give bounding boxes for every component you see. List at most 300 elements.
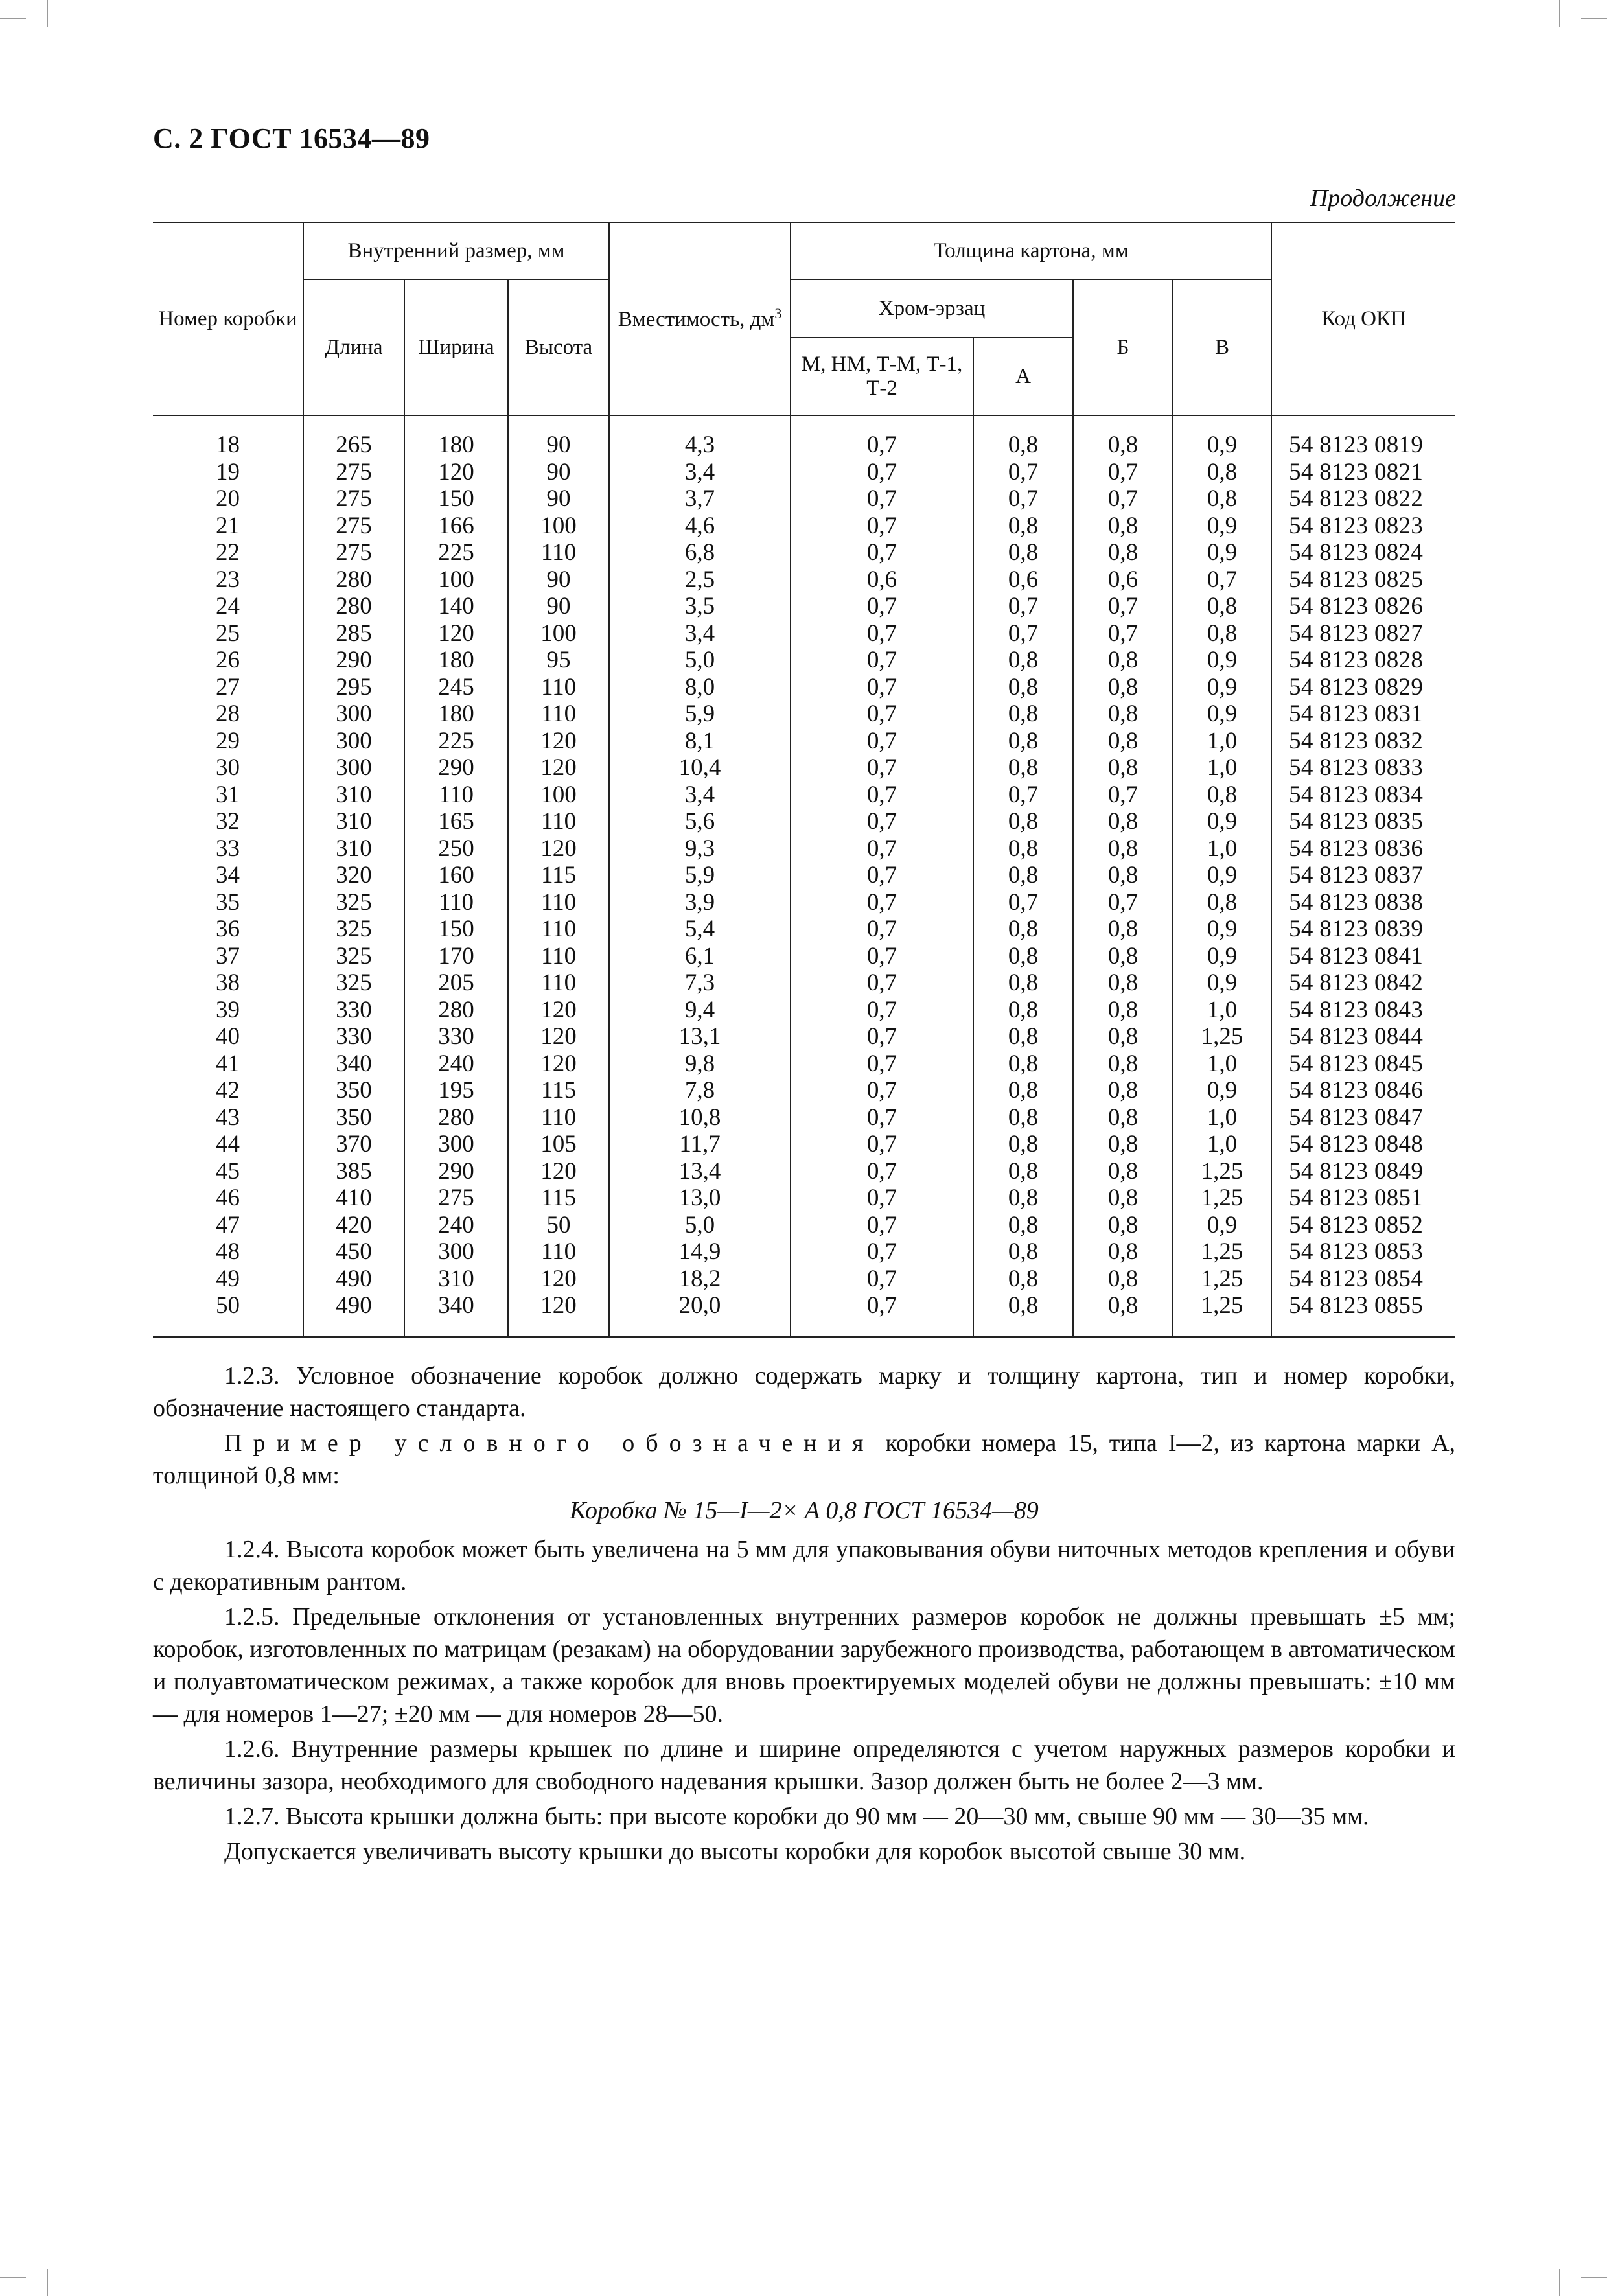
cell-okp-code: 54 8123 0827 <box>1271 620 1455 647</box>
table-row <box>153 1077 1455 1104</box>
header-length: Длина <box>303 279 404 415</box>
cell-width: 280 <box>404 997 508 1024</box>
cell-length: 310 <box>303 782 404 809</box>
cell-height: 90 <box>508 485 609 513</box>
cell-thickness-b: 0,8 <box>1073 754 1173 782</box>
cell-capacity: 5,0 <box>609 647 791 674</box>
table-row <box>153 1212 1455 1239</box>
cell-thickness-m-nm: 0,7 <box>791 1238 973 1266</box>
cell-box-number: 19 <box>216 458 240 485</box>
cell-height: 105 <box>508 1131 609 1158</box>
cell-height: 100 <box>508 513 609 540</box>
header-grade-b: Б <box>1073 279 1173 415</box>
cell-thickness-a: 0,8 <box>973 701 1073 728</box>
cell-thickness-a: 0,7 <box>973 889 1073 916</box>
cell-capacity: 5,0 <box>609 1212 791 1239</box>
cell-thickness-v: 0,9 <box>1173 432 1271 459</box>
cell-width: 120 <box>404 459 508 486</box>
cell-thickness-b: 0,8 <box>1073 1023 1173 1050</box>
cell-thickness-m-nm: 0,7 <box>791 539 973 566</box>
table-row <box>153 1185 1455 1212</box>
header-grade-v: В <box>1173 279 1271 415</box>
cell-thickness-v: 1,25 <box>1173 1023 1271 1050</box>
cell-box-number: 45 <box>216 1157 240 1185</box>
cell-length: 300 <box>303 754 404 782</box>
cell-thickness-v: 0,9 <box>1173 969 1271 997</box>
cell-box-number: 34 <box>216 862 240 888</box>
cell-length: 300 <box>303 701 404 728</box>
cell-thickness-m-nm: 0,7 <box>791 1077 973 1104</box>
page-header: С. 2 ГОСТ 16534—89 <box>153 122 430 154</box>
cell-okp-code: 54 8123 0833 <box>1271 754 1455 782</box>
cell-capacity: 13,4 <box>609 1158 791 1185</box>
cell-height: 90 <box>508 459 609 486</box>
cell-capacity: 2,5 <box>609 566 791 594</box>
cell-thickness-a: 0,8 <box>973 1238 1073 1266</box>
cell-thickness-v: 0,9 <box>1173 1212 1271 1239</box>
cell-thickness-a: 0,7 <box>973 782 1073 809</box>
cell-thickness-v: 1,0 <box>1173 835 1271 863</box>
cell-box-number: 18 <box>216 432 240 458</box>
cell-box-number: 39 <box>216 996 240 1023</box>
spacer-cell <box>1271 415 1455 432</box>
cell-thickness-v: 0,9 <box>1173 513 1271 540</box>
cell-thickness-b: 0,8 <box>1073 1266 1173 1293</box>
cell-width: 245 <box>404 674 508 701</box>
cell-thickness-a: 0,8 <box>973 647 1073 674</box>
cell-thickness-v: 0,9 <box>1173 862 1271 889</box>
cell-box-number: 49 <box>216 1265 240 1292</box>
cell-box-number: 21 <box>216 512 240 539</box>
capacity-unit-superscript: 3 <box>774 305 782 322</box>
cell-capacity: 4,6 <box>609 513 791 540</box>
cell-length: 290 <box>303 647 404 674</box>
cell-okp-code: 54 8123 0835 <box>1271 808 1455 835</box>
cell-thickness-a: 0,8 <box>973 916 1073 943</box>
table-row <box>153 943 1455 970</box>
cell-height: 95 <box>508 647 609 674</box>
cell-okp-code: 54 8123 0819 <box>1271 432 1455 459</box>
spacer-cell <box>303 415 404 432</box>
table-row <box>153 754 1455 782</box>
cell-okp-code: 54 8123 0854 <box>1271 1266 1455 1293</box>
cell-length: 280 <box>303 593 404 620</box>
cell-length: 490 <box>303 1266 404 1293</box>
cell-height: 115 <box>508 1077 609 1104</box>
header-grades-m-nm: М, НМ, Т-М, Т-1, Т-2 <box>791 338 973 415</box>
cell-width: 310 <box>404 1266 508 1293</box>
cell-width: 150 <box>404 485 508 513</box>
cell-thickness-v: 0,9 <box>1173 539 1271 566</box>
cell-width: 165 <box>404 808 508 835</box>
table-row <box>153 808 1455 835</box>
cell-thickness-m-nm: 0,7 <box>791 432 973 459</box>
cell-length: 310 <box>303 808 404 835</box>
cell-box-number: 31 <box>216 781 240 808</box>
cell-length: 310 <box>303 835 404 863</box>
cell-thickness-b: 0,8 <box>1073 1238 1173 1266</box>
cell-box-number: 36 <box>216 916 240 942</box>
cell-length: 325 <box>303 916 404 943</box>
cell-thickness-v: 0,9 <box>1173 1077 1271 1104</box>
cell-thickness-b: 0,8 <box>1073 997 1173 1024</box>
cell-thickness-b: 0,8 <box>1073 862 1173 889</box>
table-row <box>153 1131 1455 1158</box>
table-row <box>153 459 1455 486</box>
cell-thickness-a: 0,8 <box>973 1131 1073 1158</box>
cell-width: 180 <box>404 647 508 674</box>
table-row <box>153 701 1455 728</box>
cell-okp-code: 54 8123 0844 <box>1271 1023 1455 1050</box>
table-row <box>153 835 1455 863</box>
table-row <box>153 862 1455 889</box>
cell-length: 350 <box>303 1104 404 1131</box>
cell-thickness-v: 0,8 <box>1173 620 1271 647</box>
table-row <box>153 593 1455 620</box>
cell-box-number: 43 <box>216 1104 240 1131</box>
cell-box-number: 30 <box>216 754 240 781</box>
cell-thickness-v: 0,9 <box>1173 674 1271 701</box>
cell-okp-code: 54 8123 0834 <box>1271 782 1455 809</box>
cell-thickness-m-nm: 0,7 <box>791 1158 973 1185</box>
cell-thickness-a: 0,8 <box>973 513 1073 540</box>
cell-thickness-v: 0,7 <box>1173 566 1271 594</box>
cell-length: 330 <box>303 997 404 1024</box>
cell-thickness-m-nm: 0,7 <box>791 782 973 809</box>
cell-capacity: 5,9 <box>609 862 791 889</box>
cell-width: 340 <box>404 1292 508 1319</box>
cell-capacity: 3,4 <box>609 459 791 486</box>
cell-box-number: 29 <box>216 727 240 754</box>
cell-thickness-m-nm: 0,7 <box>791 1266 973 1293</box>
cell-height: 100 <box>508 620 609 647</box>
table-row <box>153 566 1455 594</box>
cell-thickness-b: 0,7 <box>1073 593 1173 620</box>
cell-thickness-m-nm: 0,7 <box>791 862 973 889</box>
cell-thickness-b: 0,8 <box>1073 1050 1173 1078</box>
cell-thickness-m-nm: 0,7 <box>791 593 973 620</box>
cell-box-number: 22 <box>216 539 240 566</box>
cell-thickness-v: 1,0 <box>1173 1050 1271 1078</box>
cell-okp-code: 54 8123 0826 <box>1271 593 1455 620</box>
cell-width: 170 <box>404 943 508 970</box>
cell-thickness-m-nm: 0,7 <box>791 647 973 674</box>
cell-height: 110 <box>508 808 609 835</box>
cell-okp-code: 54 8123 0848 <box>1271 1131 1455 1158</box>
cell-width: 225 <box>404 728 508 755</box>
cell-width: 275 <box>404 1185 508 1212</box>
cell-capacity: 8,1 <box>609 728 791 755</box>
cell-length: 325 <box>303 889 404 916</box>
cell-height: 115 <box>508 862 609 889</box>
cell-length: 275 <box>303 513 404 540</box>
cell-thickness-m-nm: 0,6 <box>791 566 973 594</box>
table-row <box>153 1158 1455 1185</box>
paragraph-example <box>153 1427 1455 1492</box>
cell-thickness-a: 0,8 <box>973 997 1073 1024</box>
cell-thickness-b: 0,8 <box>1073 1212 1173 1239</box>
cell-length: 300 <box>303 728 404 755</box>
table-row <box>153 513 1455 540</box>
cell-thickness-v: 0,9 <box>1173 701 1271 728</box>
crop-mark-bottom-left-h <box>0 2277 26 2278</box>
spacer-cell <box>508 415 609 432</box>
cell-thickness-a: 0,8 <box>973 432 1073 459</box>
cell-thickness-b: 0,7 <box>1073 485 1173 513</box>
cell-height: 110 <box>508 539 609 566</box>
cell-okp-code: 54 8123 0853 <box>1271 1238 1455 1266</box>
cell-thickness-b: 0,8 <box>1073 1185 1173 1212</box>
spacer-cell <box>973 1319 1073 1337</box>
cell-capacity: 20,0 <box>609 1292 791 1319</box>
spacer-cell <box>609 1319 791 1337</box>
cell-thickness-a: 0,8 <box>973 1212 1073 1239</box>
crop-mark-bottom-right-h <box>1581 2277 1607 2278</box>
cell-width: 330 <box>404 1023 508 1050</box>
cell-thickness-b: 0,8 <box>1073 835 1173 863</box>
cell-okp-code: 54 8123 0849 <box>1271 1158 1455 1185</box>
cell-height: 120 <box>508 754 609 782</box>
cell-capacity: 5,9 <box>609 701 791 728</box>
cell-okp-code: 54 8123 0841 <box>1271 943 1455 970</box>
spacer-cell <box>1173 415 1271 432</box>
crop-mark-bottom-left-v <box>47 2269 48 2296</box>
cell-height: 120 <box>508 1023 609 1050</box>
cell-okp-code: 54 8123 0825 <box>1271 566 1455 594</box>
cell-thickness-m-nm: 0,7 <box>791 969 973 997</box>
cell-thickness-a: 0,7 <box>973 459 1073 486</box>
crop-mark-bottom-right-v <box>1559 2269 1560 2296</box>
cell-thickness-b: 0,8 <box>1073 513 1173 540</box>
cell-capacity: 9,4 <box>609 997 791 1024</box>
header-chrome-ersatz: Хром-эрзац <box>791 279 1073 338</box>
continuation-label: Продолжение <box>1310 185 1456 212</box>
cell-height: 120 <box>508 728 609 755</box>
cell-thickness-b: 0,7 <box>1073 889 1173 916</box>
cell-okp-code: 54 8123 0843 <box>1271 997 1455 1024</box>
cell-thickness-a: 0,8 <box>973 754 1073 782</box>
cell-capacity: 8,0 <box>609 674 791 701</box>
spacer-cell <box>1271 1319 1455 1337</box>
cell-thickness-a: 0,8 <box>973 1104 1073 1131</box>
cell-okp-code: 54 8123 0822 <box>1271 485 1455 513</box>
crop-mark-top-right-h <box>1581 18 1607 19</box>
cell-box-number: 25 <box>216 620 240 647</box>
cell-height: 90 <box>508 593 609 620</box>
cell-width: 166 <box>404 513 508 540</box>
cell-length: 265 <box>303 432 404 459</box>
cell-okp-code: 54 8123 0824 <box>1271 539 1455 566</box>
data-table <box>153 222 1455 1338</box>
cell-height: 110 <box>508 889 609 916</box>
cell-thickness-a: 0,8 <box>973 835 1073 863</box>
cell-box-number: 44 <box>216 1131 240 1157</box>
cell-capacity: 13,1 <box>609 1023 791 1050</box>
cell-capacity: 3,4 <box>609 782 791 809</box>
table-bottom-spacer-row <box>153 1319 1455 1337</box>
cell-width: 240 <box>404 1050 508 1078</box>
box-sizes-table <box>153 222 1455 1338</box>
cell-thickness-a: 0,6 <box>973 566 1073 594</box>
cell-width: 180 <box>404 432 508 459</box>
cell-length: 325 <box>303 943 404 970</box>
cell-thickness-a: 0,8 <box>973 1050 1073 1078</box>
cell-okp-code: 54 8123 0839 <box>1271 916 1455 943</box>
cell-length: 325 <box>303 969 404 997</box>
cell-width: 225 <box>404 539 508 566</box>
cell-okp-code: 54 8123 0832 <box>1271 728 1455 755</box>
cell-length: 295 <box>303 674 404 701</box>
spacer-cell <box>153 1319 303 1337</box>
cell-height: 120 <box>508 1158 609 1185</box>
cell-height: 100 <box>508 782 609 809</box>
cell-thickness-a: 0,8 <box>973 862 1073 889</box>
cell-width: 300 <box>404 1131 508 1158</box>
cell-length: 280 <box>303 566 404 594</box>
spacer-cell <box>303 1319 404 1337</box>
cell-thickness-m-nm: 0,7 <box>791 674 973 701</box>
cell-thickness-a: 0,8 <box>973 674 1073 701</box>
cell-thickness-v: 1,25 <box>1173 1238 1271 1266</box>
cell-capacity: 18,2 <box>609 1266 791 1293</box>
table-row <box>153 1266 1455 1293</box>
cell-thickness-a: 0,8 <box>973 808 1073 835</box>
cell-thickness-b: 0,8 <box>1073 539 1173 566</box>
cell-height: 120 <box>508 1050 609 1078</box>
cell-capacity: 11,7 <box>609 1131 791 1158</box>
cell-okp-code: 54 8123 0847 <box>1271 1104 1455 1131</box>
cell-capacity: 5,4 <box>609 916 791 943</box>
cell-thickness-v: 0,9 <box>1173 943 1271 970</box>
spacer-cell <box>1073 1319 1173 1337</box>
cell-length: 420 <box>303 1212 404 1239</box>
cell-okp-code: 54 8123 0838 <box>1271 889 1455 916</box>
cell-okp-code: 54 8123 0845 <box>1271 1050 1455 1078</box>
spacer-cell <box>973 415 1073 432</box>
cell-thickness-b: 0,8 <box>1073 728 1173 755</box>
cell-thickness-v: 1,25 <box>1173 1158 1271 1185</box>
cell-box-number: 33 <box>216 835 240 862</box>
cell-thickness-m-nm: 0,7 <box>791 513 973 540</box>
cell-thickness-v: 0,8 <box>1173 593 1271 620</box>
cell-thickness-m-nm: 0,7 <box>791 1212 973 1239</box>
cell-width: 150 <box>404 916 508 943</box>
spacer-cell <box>1073 415 1173 432</box>
cell-thickness-b: 0,7 <box>1073 620 1173 647</box>
cell-thickness-b: 0,8 <box>1073 674 1173 701</box>
cell-length: 275 <box>303 539 404 566</box>
cell-height: 110 <box>508 916 609 943</box>
cell-box-number: 28 <box>216 701 240 727</box>
cell-box-number: 23 <box>216 566 240 593</box>
cell-thickness-a: 0,7 <box>973 620 1073 647</box>
cell-width: 180 <box>404 701 508 728</box>
cell-thickness-m-nm: 0,7 <box>791 916 973 943</box>
table-row <box>153 782 1455 809</box>
cell-okp-code: 54 8123 0828 <box>1271 647 1455 674</box>
cell-thickness-a: 0,8 <box>973 969 1073 997</box>
cell-height: 110 <box>508 1238 609 1266</box>
cell-thickness-m-nm: 0,7 <box>791 889 973 916</box>
cell-capacity: 3,9 <box>609 889 791 916</box>
spacer-cell <box>791 415 973 432</box>
table-row <box>153 969 1455 997</box>
cell-thickness-m-nm: 0,7 <box>791 701 973 728</box>
table-row <box>153 432 1455 459</box>
cell-okp-code: 54 8123 0842 <box>1271 969 1455 997</box>
cell-box-number: 41 <box>216 1050 240 1077</box>
spacer-cell <box>791 1319 973 1337</box>
cell-capacity: 9,8 <box>609 1050 791 1078</box>
cell-thickness-b: 0,8 <box>1073 916 1173 943</box>
table-row <box>153 1104 1455 1131</box>
table-row <box>153 1050 1455 1078</box>
cell-capacity: 3,7 <box>609 485 791 513</box>
cell-okp-code: 54 8123 0846 <box>1271 1077 1455 1104</box>
cell-thickness-m-nm: 0,7 <box>791 728 973 755</box>
table-row <box>153 916 1455 943</box>
cell-thickness-a: 0,8 <box>973 943 1073 970</box>
table-spacer-row <box>153 415 1455 432</box>
cell-okp-code: 54 8123 0823 <box>1271 513 1455 540</box>
cell-thickness-v: 1,25 <box>1173 1266 1271 1293</box>
cell-thickness-b: 0,8 <box>1073 1292 1173 1319</box>
cell-okp-code: 54 8123 0831 <box>1271 701 1455 728</box>
cell-thickness-m-nm: 0,7 <box>791 1185 973 1212</box>
cell-thickness-a: 0,8 <box>973 1023 1073 1050</box>
cell-thickness-m-nm: 0,7 <box>791 1131 973 1158</box>
cell-thickness-v: 1,25 <box>1173 1185 1271 1212</box>
paragraph-1-2-7: 1.2.7. Высота крышки должна быть: при высоте коробки до 90 мм — 20—30 мм, свыше 90 мм — 30—35 мм. <box>224 1803 1369 1830</box>
table-row <box>153 1023 1455 1050</box>
cell-length: 330 <box>303 1023 404 1050</box>
cell-box-number: 46 <box>216 1185 240 1211</box>
spacer-cell <box>609 415 791 432</box>
cell-okp-code: 54 8123 0852 <box>1271 1212 1455 1239</box>
cell-box-number: 26 <box>216 647 240 673</box>
table-row <box>153 1238 1455 1266</box>
cell-thickness-v: 0,8 <box>1173 485 1271 513</box>
cell-box-number: 35 <box>216 888 240 916</box>
cell-capacity: 9,3 <box>609 835 791 863</box>
cell-capacity: 3,4 <box>609 620 791 647</box>
cell-capacity: 7,3 <box>609 969 791 997</box>
cell-width: 280 <box>404 1104 508 1131</box>
cell-thickness-m-nm: 0,7 <box>791 459 973 486</box>
cell-thickness-b: 0,7 <box>1073 459 1173 486</box>
cell-height: 110 <box>508 701 609 728</box>
cell-box-number: 48 <box>216 1238 240 1265</box>
cell-length: 410 <box>303 1185 404 1212</box>
header-thickness: Толщина картона, мм <box>791 222 1271 279</box>
paragraph-1-2-4: 1.2.4. Высота коробок может быть увеличена на 5 мм для упаковывания обуви ниточных методов крепления и обуви с декоративным рантом. <box>153 1536 1455 1595</box>
table-row <box>153 647 1455 674</box>
table-row <box>153 997 1455 1024</box>
spacer-cell <box>404 1319 508 1337</box>
cell-length: 275 <box>303 485 404 513</box>
paragraph-allowance: Допускается увеличивать высоту крышки до высоты коробки для коробок высотой свыше 30 мм. <box>224 1838 1246 1865</box>
cell-thickness-a: 0,8 <box>973 1158 1073 1185</box>
cell-width: 120 <box>404 620 508 647</box>
cell-capacity: 6,1 <box>609 943 791 970</box>
cell-height: 120 <box>508 1266 609 1293</box>
cell-thickness-b: 0,7 <box>1073 782 1173 809</box>
cell-height: 90 <box>508 566 609 594</box>
table-row <box>153 728 1455 755</box>
cell-okp-code: 54 8123 0829 <box>1271 674 1455 701</box>
cell-length: 385 <box>303 1158 404 1185</box>
table-row <box>153 674 1455 701</box>
